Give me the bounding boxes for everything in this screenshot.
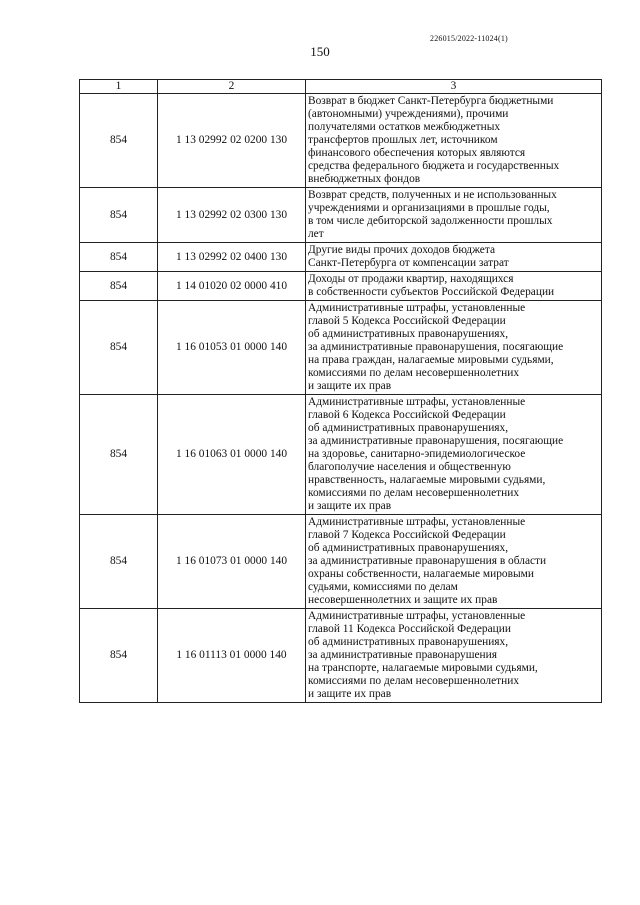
column-header-2: 2 — [158, 80, 306, 94]
description-line: трансфертов прошлых лет, источником — [308, 134, 498, 146]
description-line: комиссиями по делам несовершеннолетних — [308, 675, 520, 687]
revenue-code-cell: 1 13 02992 02 0400 130 — [158, 243, 306, 272]
description-line: охраны собственности, налагаемые мировыми — [308, 568, 534, 580]
description-line: на транспорте, налагаемые мировыми судьями, — [308, 662, 538, 674]
column-header-3: 3 — [306, 80, 602, 94]
table-row — [80, 515, 602, 609]
table-row — [80, 395, 602, 515]
description-line: Возврат в бюджет Санкт-Петербурга бюджетными — [308, 95, 554, 107]
description-cell — [306, 609, 602, 703]
description-line: нравственность, налагаемые мировыми судьями, — [308, 474, 546, 486]
description-line: учреждениями и организациями в прошлые годы, — [308, 202, 550, 214]
description-line: Административные штрафы, установленные — [308, 516, 526, 528]
description-line: главой 7 Кодекса Российской Федерации — [308, 529, 506, 541]
description-line: об административных правонарушениях, — [308, 636, 509, 648]
revenue-code-cell: 1 16 01053 01 0000 140 — [158, 301, 306, 395]
description-line: комиссиями по делам несовершеннолетних — [308, 367, 520, 379]
description-line: благополучие населения и общественную — [308, 461, 511, 473]
description-cell — [306, 94, 602, 188]
revenue-code-cell: 1 16 01073 01 0000 140 — [158, 515, 306, 609]
description-line: внебюджетных фондов — [308, 173, 421, 185]
table-body — [80, 94, 602, 703]
column-header-1: 1 — [80, 80, 158, 94]
description-cell — [306, 272, 602, 301]
description-line: и защите их прав — [308, 380, 392, 392]
description-line: и защите их прав — [308, 500, 392, 512]
table-row — [80, 301, 602, 395]
admin-code-cell: 854 — [80, 515, 158, 609]
description-line: лет — [308, 228, 324, 240]
description-line: судьями, комиссиями по делам — [308, 581, 458, 593]
revenue-code-cell: 1 16 01113 01 0000 140 — [158, 609, 306, 703]
description-cell — [306, 243, 602, 272]
description-line: об административных правонарушениях, — [308, 542, 509, 554]
description-line: получателями остатков межбюджетных — [308, 121, 501, 133]
description-line: об административных правонарушениях, — [308, 422, 509, 434]
description-line: в собственности субъектов Российской Федерации — [308, 286, 555, 298]
description-cell — [306, 515, 602, 609]
description-line: Возврат средств, полученных и не использованных — [308, 189, 557, 201]
admin-code-cell: 854 — [80, 395, 158, 515]
description-line: средства федерального бюджета и государственных — [308, 160, 560, 172]
description-line: главой 5 Кодекса Российской Федерации — [308, 315, 506, 327]
description-line: Другие виды прочих доходов бюджета — [308, 244, 496, 256]
description-line: Санкт-Петербурга от компенсации затрат — [308, 257, 509, 269]
description-line: главой 6 Кодекса Российской Федерации — [308, 409, 506, 421]
description-line: об административных правонарушениях, — [308, 328, 509, 340]
description-line: Административные штрафы, установленные — [308, 302, 526, 314]
description-line: на права граждан, налагаемые мировыми судьями, — [308, 354, 554, 366]
table-row — [80, 272, 602, 301]
description-line: за административные правонарушения в области — [308, 555, 547, 567]
description-line: в том числе дебиторской задолженности прошлых — [308, 215, 553, 227]
revenue-code-cell: 1 13 02992 02 0300 130 — [158, 188, 306, 243]
description-line: (автономными) учреждениями), прочими — [308, 108, 509, 120]
admin-code-cell: 854 — [80, 243, 158, 272]
table-header — [80, 80, 602, 94]
description-line: Доходы от продажи квартир, находящихся — [308, 273, 514, 285]
description-line: Административные штрафы, установленные — [308, 396, 526, 408]
admin-code-cell: 854 — [80, 272, 158, 301]
revenue-code-cell: 1 16 01063 01 0000 140 — [158, 395, 306, 515]
admin-code-cell: 854 — [80, 609, 158, 703]
description-line: за административные правонарушения — [308, 649, 497, 661]
description-cell — [306, 301, 602, 395]
description-line: и защите их прав — [308, 688, 392, 700]
admin-code-cell: 854 — [80, 188, 158, 243]
description-cell — [306, 395, 602, 515]
header-row — [80, 80, 602, 94]
description-cell — [306, 188, 602, 243]
table-row — [80, 94, 602, 188]
page-number: 150 — [310, 44, 330, 59]
revenue-code-cell: 1 14 01020 02 0000 410 — [158, 272, 306, 301]
description-line: несовершеннолетних и защите их прав — [308, 594, 498, 606]
table-row — [80, 188, 602, 243]
table-row — [80, 609, 602, 703]
description-line: Административные штрафы, установленные — [308, 610, 526, 622]
document-id: 226015/2022-11024(1) — [430, 34, 508, 43]
admin-code-cell: 854 — [80, 301, 158, 395]
admin-code-cell: 854 — [80, 94, 158, 188]
description-line: комиссиями по делам несовершеннолетних — [308, 487, 520, 499]
table-row — [80, 243, 602, 272]
description-line: главой 11 Кодекса Российской Федерации — [308, 623, 511, 635]
revenue-code-cell: 1 13 02992 02 0200 130 — [158, 94, 306, 188]
description-line: финансового обеспечения которых являются — [308, 147, 526, 159]
description-line: на здоровье, санитарно-эпидемиологическое — [308, 448, 526, 460]
description-line: за административные правонарушения, посягающие — [308, 435, 564, 447]
revenue-codes-table — [79, 79, 602, 703]
description-line: за административные правонарушения, посягающие — [308, 341, 564, 353]
